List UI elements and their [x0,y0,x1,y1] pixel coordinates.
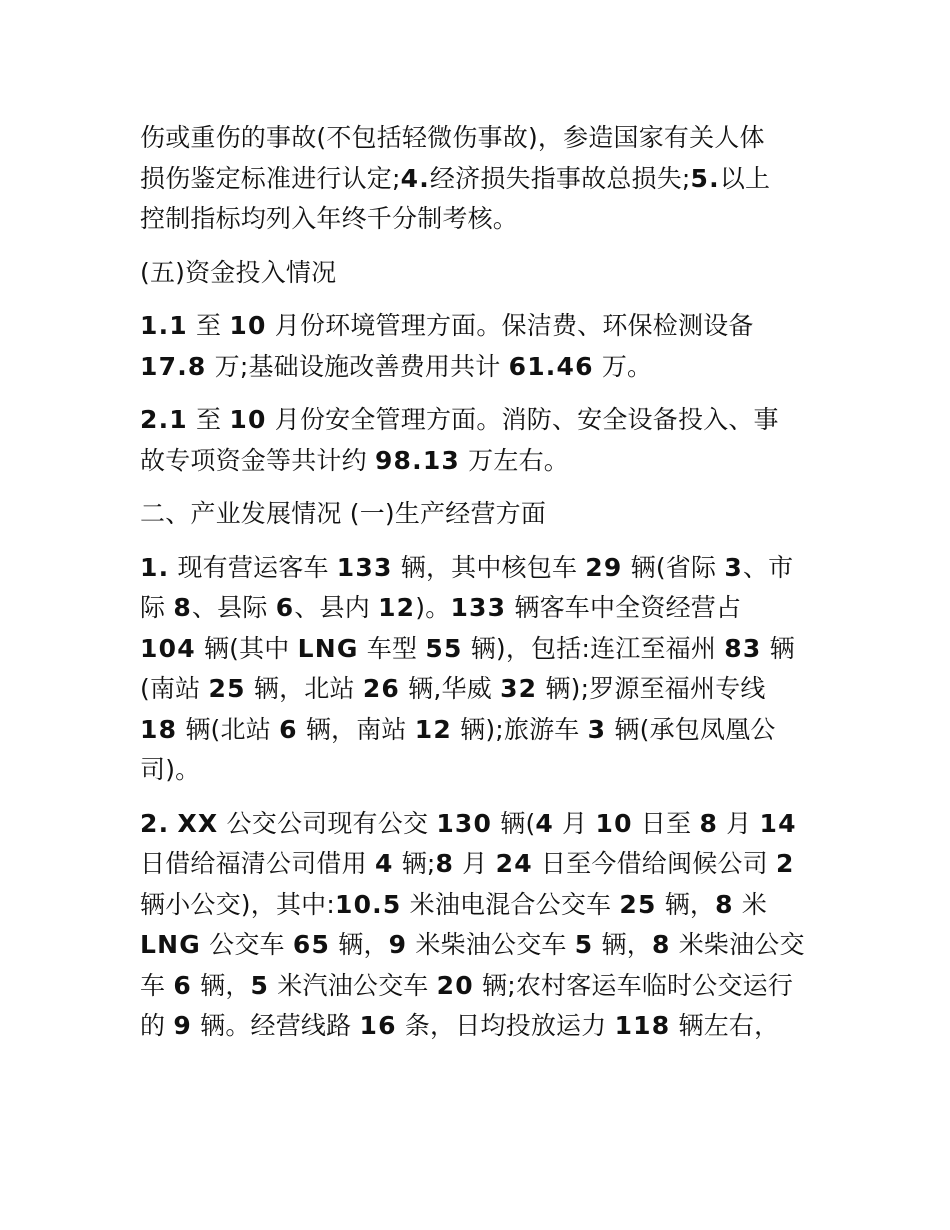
text-line: 1.1 至 10 月份环境管理方面。保洁费、环保检测设备 [140,311,754,340]
text-line: 控制指标均列入年终千分制考核。 [140,204,519,233]
text-line: 2.1 至 10 月份安全管理方面。消防、安全设备投入、事 [140,405,779,434]
paragraph-operations-buses [140,804,816,1047]
text-line: 104 辆(其中 LNG 车型 55 辆)，包括:连江至福州 83 辆 [140,633,795,663]
paragraph-injury-definition [140,118,816,240]
text-line: 17.8 万;基础设施改善费用共计 61.46 万。 [140,351,653,381]
text-line: 的 9 辆。经营线路 16 条，日均投放运力 118 辆左右， [140,1011,780,1040]
paragraph-funding-safety [140,400,816,481]
text-line: 故专项资金等共计约 98.13 万左右。 [140,445,569,475]
text-line: 日借给福清公司借用 4 辆;8 月 24 日至今借给闽候公司 2 [140,849,795,878]
text-line: 车 6 辆，5 米汽油公交车 20 辆;农村客运车临时公交运行 [140,970,794,1000]
text-line: 际 8、县际 6、县内 12)。133 辆客车中全资经营占 [140,593,742,622]
text-line: (五)资金投入情况 [140,257,337,287]
text-line: 二、产业发展情况 (一)生产经营方面 [140,499,547,528]
document-page [140,118,816,1060]
text-line: 1. 现有营运客车 133 辆，其中核包车 29 辆(省际 3、市 [140,552,794,582]
text-line: 伤或重伤的事故(不包括轻微伤事故)，参造国家有关人体 [140,123,765,152]
text-line: 损伤鉴定标准进行认定;4.经济损失指事故总损失;5.以上 [140,163,771,193]
paragraph-funding-environment [140,306,816,387]
section-heading-funding [140,253,816,294]
text-line: 2. XX 公交公司现有公交 130 辆(4 月 10 日至 8 月 14 [140,808,797,838]
text-line: 司)。 [140,755,201,784]
text-line: (南站 25 辆，北站 26 辆,华威 32 辆);罗源至福州专线 [140,674,766,703]
text-line: LNG 公交车 65 辆，9 米柴油公交车 5 辆，8 米柴油公交 [140,930,805,959]
text-line: 18 辆(北站 6 辆，南站 12 辆);旅游车 3 辆(承包凤凰公 [140,714,776,744]
paragraph-operations-coaches [140,548,816,791]
section-heading-industry [140,494,816,535]
text-line: 辆小公交)，其中:10.5 米油电混合公交车 25 辆，8 米 [140,889,768,919]
